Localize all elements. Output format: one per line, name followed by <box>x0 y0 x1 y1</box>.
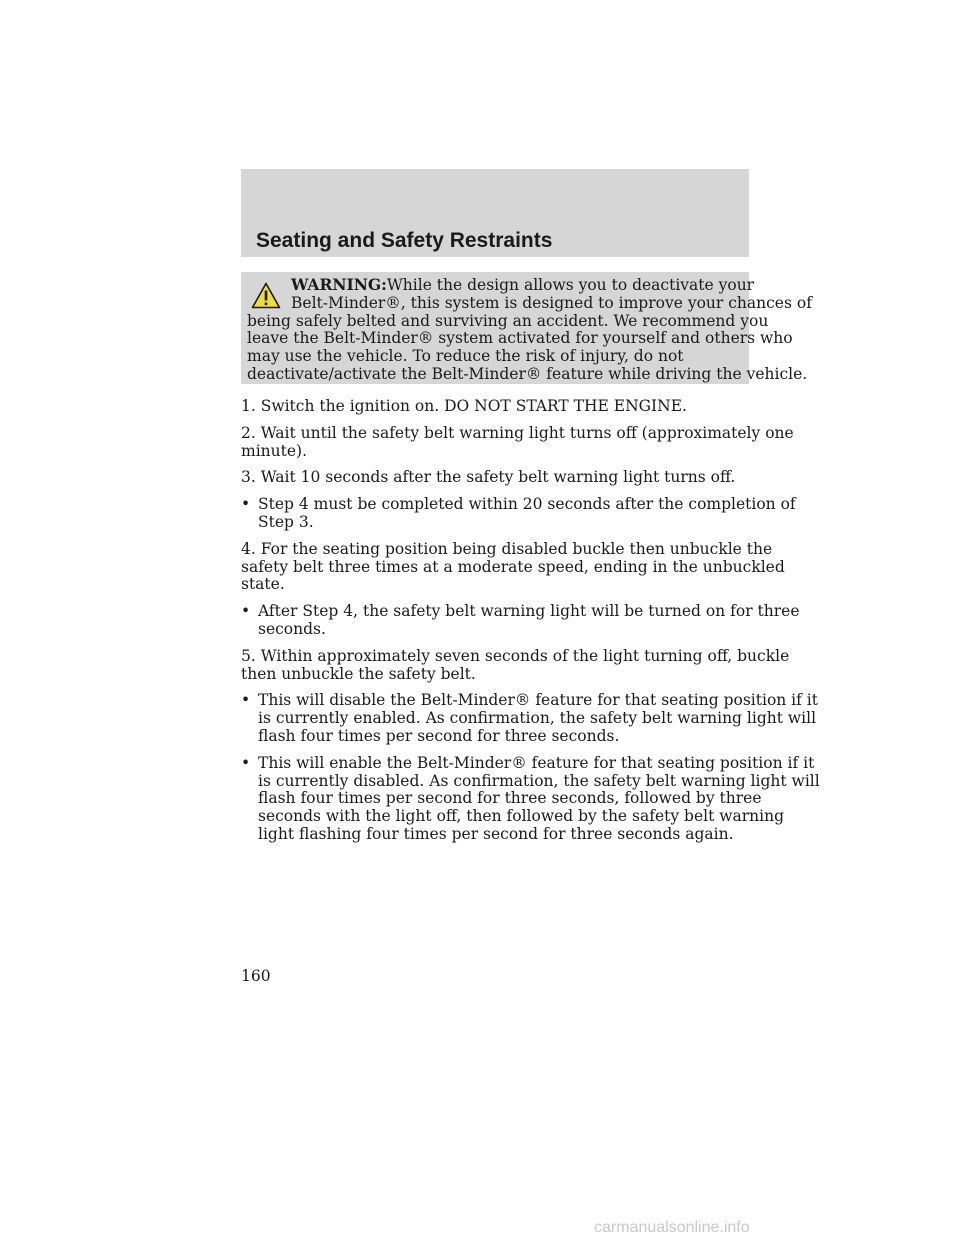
text-line: This will disable the Belt-Minder® feature for that seating position if it <box>258 691 818 710</box>
warning-text <box>247 275 812 384</box>
warning-line: Belt-Minder®, this system is designed to improve your chances of <box>291 293 812 312</box>
text-line: flash four times per second for three seconds, followed by three <box>258 789 762 808</box>
bullet-icon: • <box>241 495 251 514</box>
bullet-icon: • <box>241 602 251 621</box>
step-4 <box>241 539 785 594</box>
text-line: state. <box>241 575 285 594</box>
step-5 <box>241 646 790 684</box>
text-line: 5. Within approximately seven seconds of the light turning off, buckle <box>241 646 790 665</box>
text-line: flash four times per second for three seconds. <box>258 726 620 745</box>
text-line: After Step 4, the safety belt warning light will be turned on for three <box>258 602 800 621</box>
watermark: carmanualsonline.info <box>594 1219 750 1236</box>
text-line: is currently enabled. As confirmation, the safety belt warning light will <box>258 709 817 728</box>
bullet-item <box>241 495 796 532</box>
text-line: 1. Switch the ignition on. DO NOT START THE ENGINE. <box>241 397 687 415</box>
text-line: then unbuckle the safety belt. <box>241 664 476 683</box>
text-line: Step 4 must be completed within 20 seconds after the completion of <box>258 495 796 514</box>
text-line: seconds with the light off, then followed by the safety belt warning <box>258 807 785 826</box>
warning-line: leave the Belt-Minder® system activated for yourself and others who <box>247 329 793 348</box>
warning-line-text: While the design allows you to deactivate your <box>386 276 755 294</box>
bullet-item <box>241 602 800 639</box>
step-1 <box>241 398 749 416</box>
text-line: light flashing four times per second for three seconds again. <box>258 824 734 843</box>
section-header-band <box>241 169 749 257</box>
warning-box <box>241 272 812 384</box>
bullet-icon: • <box>241 691 251 710</box>
bullet-icon: • <box>241 753 251 772</box>
text-line: 2. Wait until the safety belt warning light turns off (approximately one <box>241 423 794 442</box>
warning-line: may use the vehicle. To reduce the risk of injury, do not <box>247 347 684 366</box>
text-line: is currently disabled. As confirmation, the safety belt warning light will <box>258 771 820 790</box>
bullet-item <box>241 753 820 844</box>
step-3 <box>241 469 749 487</box>
warning-line: being safely belted and surviving an accident. We recommend you <box>247 311 769 330</box>
warning-label: WARNING: <box>291 275 387 294</box>
warning-line: deactivate/activate the Belt-Minder® feature while driving the vehicle. <box>247 364 808 383</box>
text-line: 4. For the seating position being disabled buckle then unbuckle the <box>241 539 773 558</box>
text-line: minute). <box>241 441 307 460</box>
text-line: safety belt three times at a moderate speed, ending in the unbuckled <box>241 557 785 576</box>
text-line: This will enable the Belt-Minder® feature for that seating position if it <box>258 753 815 772</box>
bullet-item <box>241 691 818 745</box>
page-number: 160 <box>241 967 271 985</box>
text-line: 3. Wait 10 seconds after the safety belt warning light turns off. <box>241 468 736 487</box>
instructions-body <box>241 397 820 853</box>
section-title: Seating and Safety Restraints <box>256 229 553 252</box>
text-line: Step 3. <box>258 512 314 531</box>
text-line: seconds. <box>258 619 326 638</box>
step-2 <box>241 423 794 461</box>
warning-line <box>247 275 755 295</box>
